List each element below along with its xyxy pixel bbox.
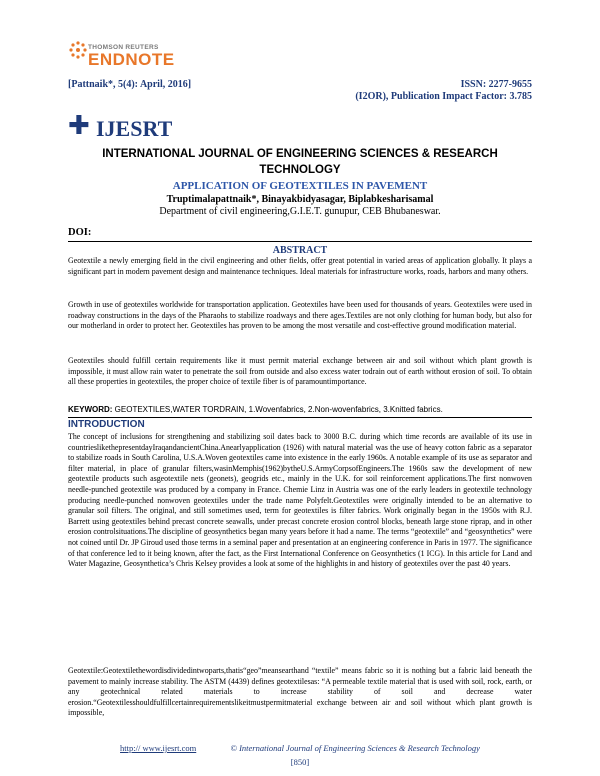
plus-icon: ✚: [68, 111, 90, 140]
footer-copyright: © International Journal of Engineering Sciences & Research Technology: [230, 743, 480, 753]
thomson-reuters-endnote-logo: [68, 40, 208, 80]
logo-company: THOMSON REUTERS: [88, 44, 159, 51]
page-number: [850]: [290, 757, 310, 767]
header-issn: ISSN: 2277-9655: [460, 79, 532, 90]
abstract-paragraph-3: Geotextiles should fulfill certain requirements like it must permit material exchange between air and soil without which plant growth is impossible, it must allow rain water to penetrate the soil from outside and also excess water todrain out of earth without erosion of soil. To obtain all these properties in geotextiles, the proper choice of textile fiber is of paramountimportance.: [68, 356, 532, 387]
abstract-heading: ABSTRACT: [272, 245, 328, 256]
introduction-paragraph-2: Geotextile:Geotextilethewordisdividedintwoparts,thatis“geo”meansearthand “textile” means fabric so it is nothing but a fabric laid beneath the pavement to mainly increase stability. The ASTM (4439) defines geotextilesas: “A permeable textile material that is used with soil, rock, earth, or any geotechnical related materials to increase stability of soil and decrease water erosion.“Geotextilesshouldfulfillcertainrequirementslikeitmustpermitmaterial exchange between air and soil without which plant growth is impossible,: [68, 666, 532, 718]
paper-affiliation: Department of civil engineering,G.I.E.T. gunupur, CEB Bhubaneswar.: [159, 206, 441, 217]
divider: [68, 241, 532, 242]
endnote-dots-icon: [68, 40, 88, 60]
introduction-paragraph-1: The concept of inclusions for strengthening and stabilizing soil dates back to 3000 B.C. during which time records are available of its use in countrieslikethepresentdayIraqandancientChina.Anearlyapplication (1926) with natural material was the use of heavy cotton fabric as a separator to stabilize roads in South Carolina, U.S.A.Woven geotextiles came into existence in the early 1960s. A notable example of its use as separator and filter material, in place of granular filters,wasinMemphis(1962)bytheU.S.ArmyCorpsofEngineers.The 1960s saw the development of new geotextile products such asgeotextile nets (geonets), geogrids etc., mainly in the U.K. for soil reinforcement applications.The first nonwoven needle-punched geotextile was produced by a company in France. Chemie Linz in Austria was one of the early leaders in geotextile technology producing needle-punched nonwoven geotextiles under the trade name Polyfelt.Geotextiles were originally intended to be an alternative to granular soil filters. The original, and still sometimes used, term for geotextiles is filter fabrics. Work originally began in the 1950s with R.J. Barrett using geotextiles behind precast concrete seawalls, under precast concrete erosion control blocks, beneath large stone riprap, and in other erosion controlsituations.The discipline of geosynthetics began many years before it had a name. The terms “geotextile” and “geosynthetics” were not coined until Dr. JP Giroud used those terms in a seminal paper and presentation at an engineering conference in Paris in 1977. The significance of that conference led to it being known, after the fact, as the First International Conference on Geosynthetics (1 ICG). In this article for Land and Water Magazine, Geosynthetica’s Chris Kelsey provides a look at some of the highlights in and history of geotextiles over the past 40 years.: [68, 432, 532, 569]
abstract-paragraph-1: Geotextile a newly emerging field in the civil engineering and other fields, offer great potential in varied areas of application globally. It plays a significant part in modern pavement design and maintenance techniques. Ideal materials for infrastructure works, roads, harbors and many others.: [68, 256, 532, 276]
journal-title-line2: TECHNOLOGY: [259, 164, 341, 176]
keywords-label: KEYWORD:: [68, 405, 113, 414]
keywords-text: GEOTEXTILES,WATER TORDRAIN, 1.Wovenfabrics, 2.Non-wovenfabrics, 3.Knitted fabrics.: [112, 405, 443, 414]
divider: [68, 417, 532, 418]
header-citation: [Pattnaik*, 5(4): April, 2016]: [68, 79, 192, 90]
footer: [60, 743, 540, 753]
keywords: [68, 405, 532, 414]
paper-authors: Truptimalapattnaik*, Binayakbidyasagar, Biplabkesharisamal: [166, 194, 434, 205]
ijesrt-name: IJESRT: [96, 116, 173, 141]
introduction-heading: INTRODUCTION: [68, 419, 145, 430]
paper-title: APPLICATION OF GEOTEXTILES IN PAVEMENT: [172, 180, 428, 192]
journal-url-link[interactable]: http:// www.ijesrt.com: [120, 743, 197, 753]
abstract-paragraph-2: Growth in use of geotextiles worldwide for transportation application. Geotextiles have been used for thousands of years. Geotextiles were used in roadway constructions in the days of the Pharaohs to stabilize roadways and there ages.Textiles are not only clothing for human body, but also for our motherland in order to protect her. Geotextiles has proven to be among the most versatile and cost-effective ground modification material.: [68, 300, 532, 331]
doi-label: DOI:: [68, 227, 92, 238]
logo-product: ENDNOTE: [88, 50, 175, 69]
journal-title-line1: INTERNATIONAL JOURNAL OF ENGINEERING SCIENCES & RESEARCH: [102, 148, 498, 160]
header-impact-factor: (I2OR), Publication Impact Factor: 3.785: [355, 91, 532, 102]
